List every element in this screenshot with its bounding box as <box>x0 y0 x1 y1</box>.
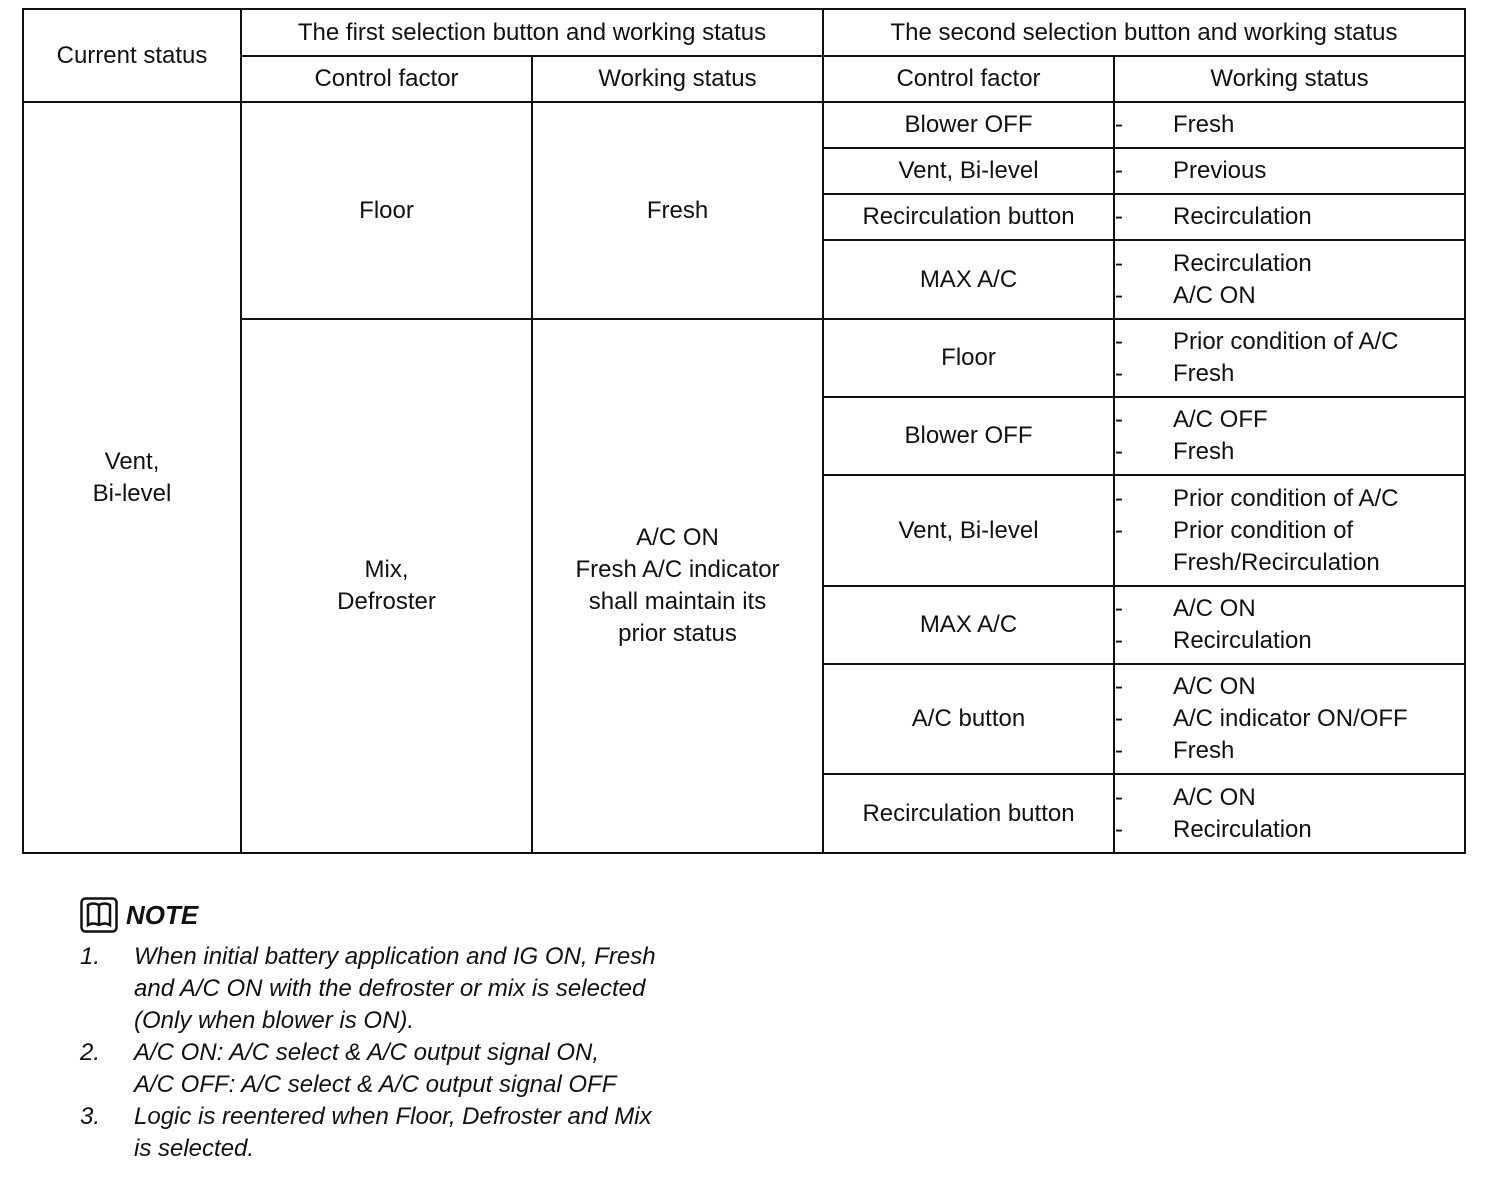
status-cell <box>1114 664 1465 774</box>
header-working-status-2: Working status <box>1114 56 1465 102</box>
status-line: Prior condition of A/C <box>1173 484 1399 512</box>
bullet-dash: - <box>1115 484 1123 512</box>
bullet-dash: - <box>1115 815 1123 843</box>
status-cell <box>1114 148 1465 194</box>
current-status-line: Vent, <box>104 447 160 475</box>
factor-cell: Blower OFF <box>823 397 1114 475</box>
note-number: 3. <box>80 1103 101 1130</box>
header-working-status-1: Working status <box>532 56 823 102</box>
bullet-dash: - <box>1115 516 1123 544</box>
status-line: Previous <box>1173 157 1267 184</box>
factor-cell: Vent, Bi-level <box>823 148 1114 194</box>
bullet-dash: - <box>1115 249 1123 277</box>
note-line: and A/C ON with the defroster or mix is selected <box>134 975 646 1002</box>
status-line: A/C ON <box>1173 595 1256 622</box>
status-line: A/C ON <box>1173 783 1256 811</box>
factor-cell: Recirculation button <box>823 194 1114 240</box>
current-status-cell <box>23 102 241 853</box>
status-cell <box>1114 194 1465 240</box>
note-line: A/C ON: A/C select & A/C output signal ON, <box>134 1039 600 1066</box>
status-cell <box>1114 240 1465 319</box>
status-line: A/C ON <box>1173 673 1256 700</box>
note-item <box>80 1101 760 1165</box>
group-b-status-line: A/C ON <box>636 524 719 551</box>
factor-cell: Blower OFF <box>823 102 1114 148</box>
bullet-dash: - <box>1115 783 1123 811</box>
header-control-factor-1: Control factor <box>241 56 532 102</box>
note-title: NOTE <box>126 899 199 930</box>
status-line: Fresh <box>1173 737 1235 764</box>
note-header <box>80 897 760 933</box>
header-second-group: The second selection button and working status <box>823 9 1465 56</box>
bullet-dash: - <box>1115 595 1123 622</box>
factor-cell: Recirculation button <box>823 774 1114 853</box>
group-b-control-factor <box>241 319 532 853</box>
bullet-dash: - <box>1115 281 1123 309</box>
note-item <box>80 1037 760 1101</box>
status-line: A/C ON <box>1173 281 1256 309</box>
status-cell <box>1114 102 1465 148</box>
factor-cell: MAX A/C <box>823 586 1114 664</box>
group-b-working-status <box>532 319 823 853</box>
table-row <box>23 102 1465 148</box>
group-b-status-line: shall maintain its <box>588 588 767 615</box>
bullet-dash: - <box>1115 705 1123 732</box>
status-line: A/C OFF <box>1173 406 1268 433</box>
bullet-dash: - <box>1115 673 1123 700</box>
group-b-control-line: Defroster <box>337 588 436 615</box>
book-icon <box>80 897 118 933</box>
status-line: Recirculation <box>1173 203 1312 230</box>
current-status-line: Bi-level <box>92 479 172 507</box>
bullet-dash: - <box>1115 111 1123 138</box>
status-line: Fresh/Recirculation <box>1173 548 1380 576</box>
status-line: A/C indicator ON/OFF <box>1173 705 1408 732</box>
factor-cell: Vent, Bi-level <box>823 475 1114 586</box>
bullet-dash: - <box>1115 737 1123 764</box>
bullet-dash: - <box>1115 203 1123 230</box>
note-number: 2. <box>80 1039 101 1066</box>
bullet-dash: - <box>1115 328 1123 355</box>
status-line: Prior condition of A/C <box>1173 328 1399 355</box>
factor-cell: MAX A/C <box>823 240 1114 319</box>
group-b-status-line: Fresh A/C indicator <box>575 556 780 583</box>
header-control-factor-2: Control factor <box>823 56 1114 102</box>
note-section <box>80 897 760 1165</box>
bullet-dash: - <box>1115 360 1123 387</box>
bullet-dash: - <box>1115 406 1123 433</box>
bullet-dash: - <box>1115 157 1123 184</box>
note-line: When initial battery application and IG ON, Fresh <box>134 943 656 970</box>
status-table <box>22 8 1466 854</box>
group-b-status-line: prior status <box>618 620 737 647</box>
note-line: (Only when blower is ON). <box>134 1007 415 1034</box>
bullet-dash: - <box>1115 438 1123 465</box>
header-current-status: Current status <box>23 9 241 102</box>
status-line: Recirculation <box>1173 815 1312 843</box>
note-item <box>80 941 760 1037</box>
note-line: is selected. <box>134 1135 255 1162</box>
factor-cell: Floor <box>823 319 1114 397</box>
status-cell <box>1114 774 1465 853</box>
group-a-working-status: Fresh <box>532 102 823 319</box>
factor-cell: A/C button <box>823 664 1114 774</box>
note-number: 1. <box>80 943 101 970</box>
status-line: Fresh <box>1173 360 1235 387</box>
header-first-group: The first selection button and working status <box>241 9 823 56</box>
note-list <box>80 941 760 1165</box>
status-cell <box>1114 319 1465 397</box>
status-line: Prior condition of <box>1173 516 1354 544</box>
group-b-control-line: Mix, <box>364 556 409 583</box>
status-cell <box>1114 475 1465 586</box>
status-line: Fresh <box>1173 438 1235 465</box>
bullet-dash: - <box>1115 627 1123 654</box>
status-cell <box>1114 586 1465 664</box>
note-line: Logic is reentered when Floor, Defroster and Mix <box>134 1103 652 1130</box>
status-cell <box>1114 397 1465 475</box>
status-line: Recirculation <box>1173 627 1312 654</box>
group-a-control-factor: Floor <box>241 102 532 319</box>
status-line: Recirculation <box>1173 249 1312 277</box>
status-line: Fresh <box>1173 111 1235 138</box>
note-line: A/C OFF: A/C select & A/C output signal OFF <box>134 1071 617 1098</box>
